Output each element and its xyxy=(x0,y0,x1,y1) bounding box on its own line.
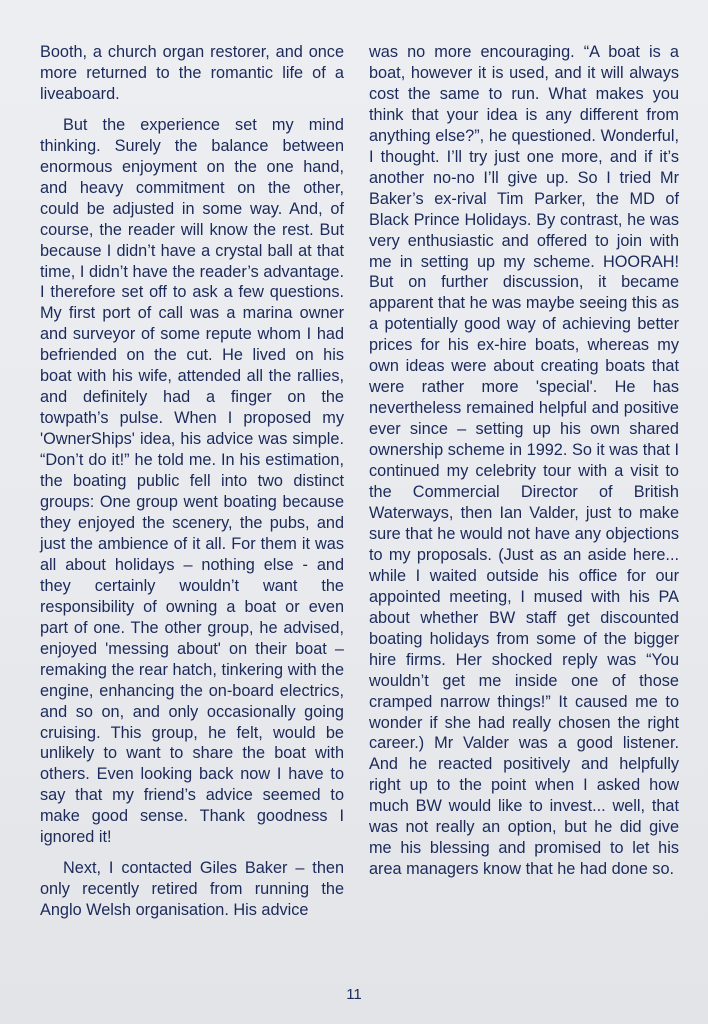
page-number: 11 xyxy=(346,986,362,1003)
right-text-column xyxy=(369,42,679,890)
paragraph: But the experience set my mind thinking. Surely the balance between enormous enjoyment on the one hand, and heavy commitment on the other, could be adjusted in some way. And, of course, the reader will know the rest. But because I didn’t have a crystal ball at that time, I didn’t have the reader’s advantage. I therefore set off to ask a few questions. My first port of call was a marina owner and surveyor of some repute whom I had befriended on the cut. He lived on his boat with his wife, attended all the rallies, and definitely had a finger on the towpath’s pulse. When I proposed my 'OwnerShips' idea, his advice was simple. “Don’t do it!” he told me. In his estimation, the boating public fell into two distinct groups: One group went boating because they enjoyed the scenery, the pubs, and just the ambience of it all. For them it was all about holidays – nothing else - and they certainly wouldn’t want the responsibility of owning a boat or even part of one. The other group, he advised, enjoyed 'messing about' on their boat – remaking the rear hatch, tinkering with the engine, enhancing the on-board electrics, and so on, and only occasionally going cruising. This group, he felt, would be unlikely to want to share the boat with others. Even looking back now I have to say that my friend’s advice seemed to make good sense. Thank goodness I ignored it! xyxy=(40,115,344,847)
paragraph: Next, I contacted Giles Baker – then only recently retired from running the Anglo Welsh organisation. His advice xyxy=(40,859,344,920)
paragraph: Booth, a church organ restorer, and once more returned to the romantic life of a liveaboard. xyxy=(40,43,344,103)
paragraph: was no more encouraging. “A boat is a boat, however it is used, and it will always cost the same to run. What makes you think that your idea is any different from anything else?”, he questioned. Wonderful, I thought. I’ll try just one more, and if it’s another no-no I’ll give up. So I tried Mr Baker’s ex-rival Tim Parker, the MD of Black Prince Holidays. By contrast, he was very enthusiastic and offered to join with me in setting up my scheme. HOORAH! But on further discussion, it became apparent that he was maybe seeing this as a potentially good way of achieving better prices for his ex-hire boats, whereas my own ideas were about creating boats that were rather more 'special'. He has nevertheless remained helpful and positive ever since – setting up his own shared ownership scheme in 1992. So it was that I continued my celebrity tour with a visit to the Commercial Director of British Waterways, then Ian Valder, just to make sure that he would not have any objections to my proposals. (Just as an aside here... while I waited outside his office for our appointed meeting, I mused with his PA about whether BW staff get discounted boating holidays from some of the bigger hire firms. Her shocked reply was “You wouldn’t get me inside one of those cramped narrow things!” It caused me to wonder if she had really chosen the right career.) Mr Valder was a good listener. And he reacted positively and helpfully right up to the point when I asked how much BW would like to invest... well, that was not really an option, but he did give me his blessing and promised to let his area managers know that he had done so. xyxy=(369,43,679,879)
left-text-column xyxy=(40,42,344,931)
